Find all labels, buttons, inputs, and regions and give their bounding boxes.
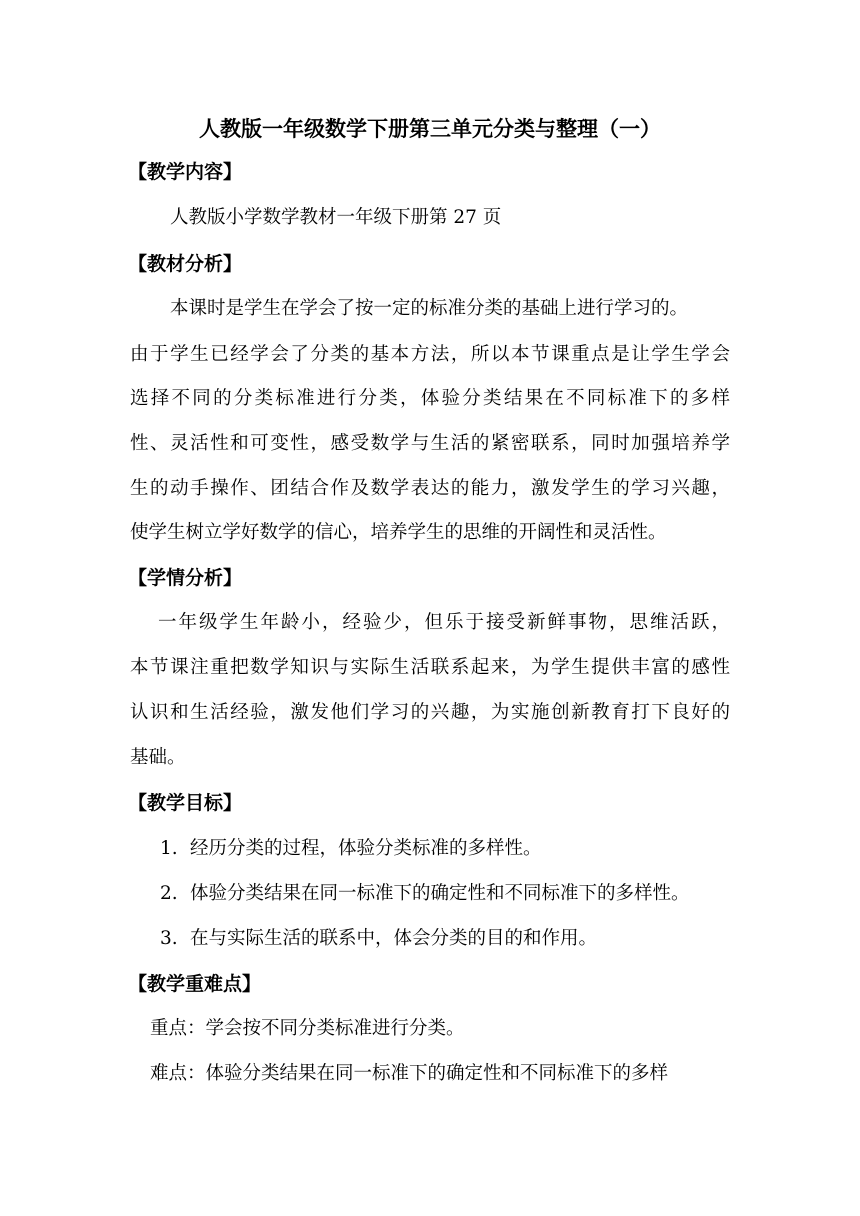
list-item	[160, 924, 597, 954]
paragraph-line: 性、灵活性和可变性，感受数学与生活的紧密联系，同时加强培养学	[130, 433, 730, 454]
list-item-number: 1.	[160, 838, 178, 859]
list-item	[160, 879, 690, 909]
paragraph-line: 本节课注重把数学知识与实际生活联系起来，为学生提供丰富的感性	[130, 657, 730, 678]
document-title: 人教版一年级数学下册第三单元分类与整理（一）	[199, 116, 661, 141]
section-heading-student-analysis: 【学情分析】	[128, 567, 243, 589]
difficult-point-line: 难点：体验分类结果在同一标准下的确定性和不同标准下的多样	[150, 1063, 669, 1084]
paragraph-line: 人教版小学数学教材一年级下册第 27 页	[170, 207, 502, 228]
paragraph-line: 生的动手操作、团结合作及数学表达的能力，激发学生的学习兴趣，	[130, 478, 730, 499]
paragraph-line: 基础。	[130, 747, 186, 768]
paragraph-line: 由于学生已经学会了分类的基本方法，所以本节课重点是让学生学会	[130, 344, 730, 365]
list-item-text: 经历分类的过程，体验分类标准的多样性。	[190, 838, 542, 859]
section-heading-textbook-analysis: 【教材分析】	[128, 253, 243, 275]
list-item-number: 3.	[160, 928, 178, 949]
key-point-line: 重点：学会按不同分类标准进行分类。	[150, 1018, 465, 1039]
list-item	[160, 834, 542, 864]
section-heading-teaching-content: 【教学内容】	[128, 161, 243, 183]
section-heading-key-difficult-points: 【教学重难点】	[128, 973, 262, 995]
paragraph-line: 使学生树立学好数学的信心，培养学生的思维的开阔性和灵活性。	[130, 522, 667, 543]
paragraph-line: 认识和生活经验，激发他们学习的兴趣，为实施创新教育打下良好的	[130, 702, 730, 723]
paragraph-line: 本课时是学生在学会了按一定的标准分类的基础上进行学习的。	[170, 298, 689, 319]
list-item-number: 2.	[160, 883, 178, 904]
paragraph-line: 选择不同的分类标准进行分类，体验分类结果在不同标准下的多样	[130, 388, 730, 409]
list-item-text: 体验分类结果在同一标准下的确定性和不同标准下的多样性。	[190, 883, 690, 904]
section-heading-teaching-goals: 【教学目标】	[128, 792, 243, 814]
list-item-text: 在与实际生活的联系中，体会分类的目的和作用。	[190, 928, 598, 949]
paragraph-line: 一年级学生年龄小，经验少，但乐于接受新鲜事物，思维活跃，	[158, 612, 730, 633]
